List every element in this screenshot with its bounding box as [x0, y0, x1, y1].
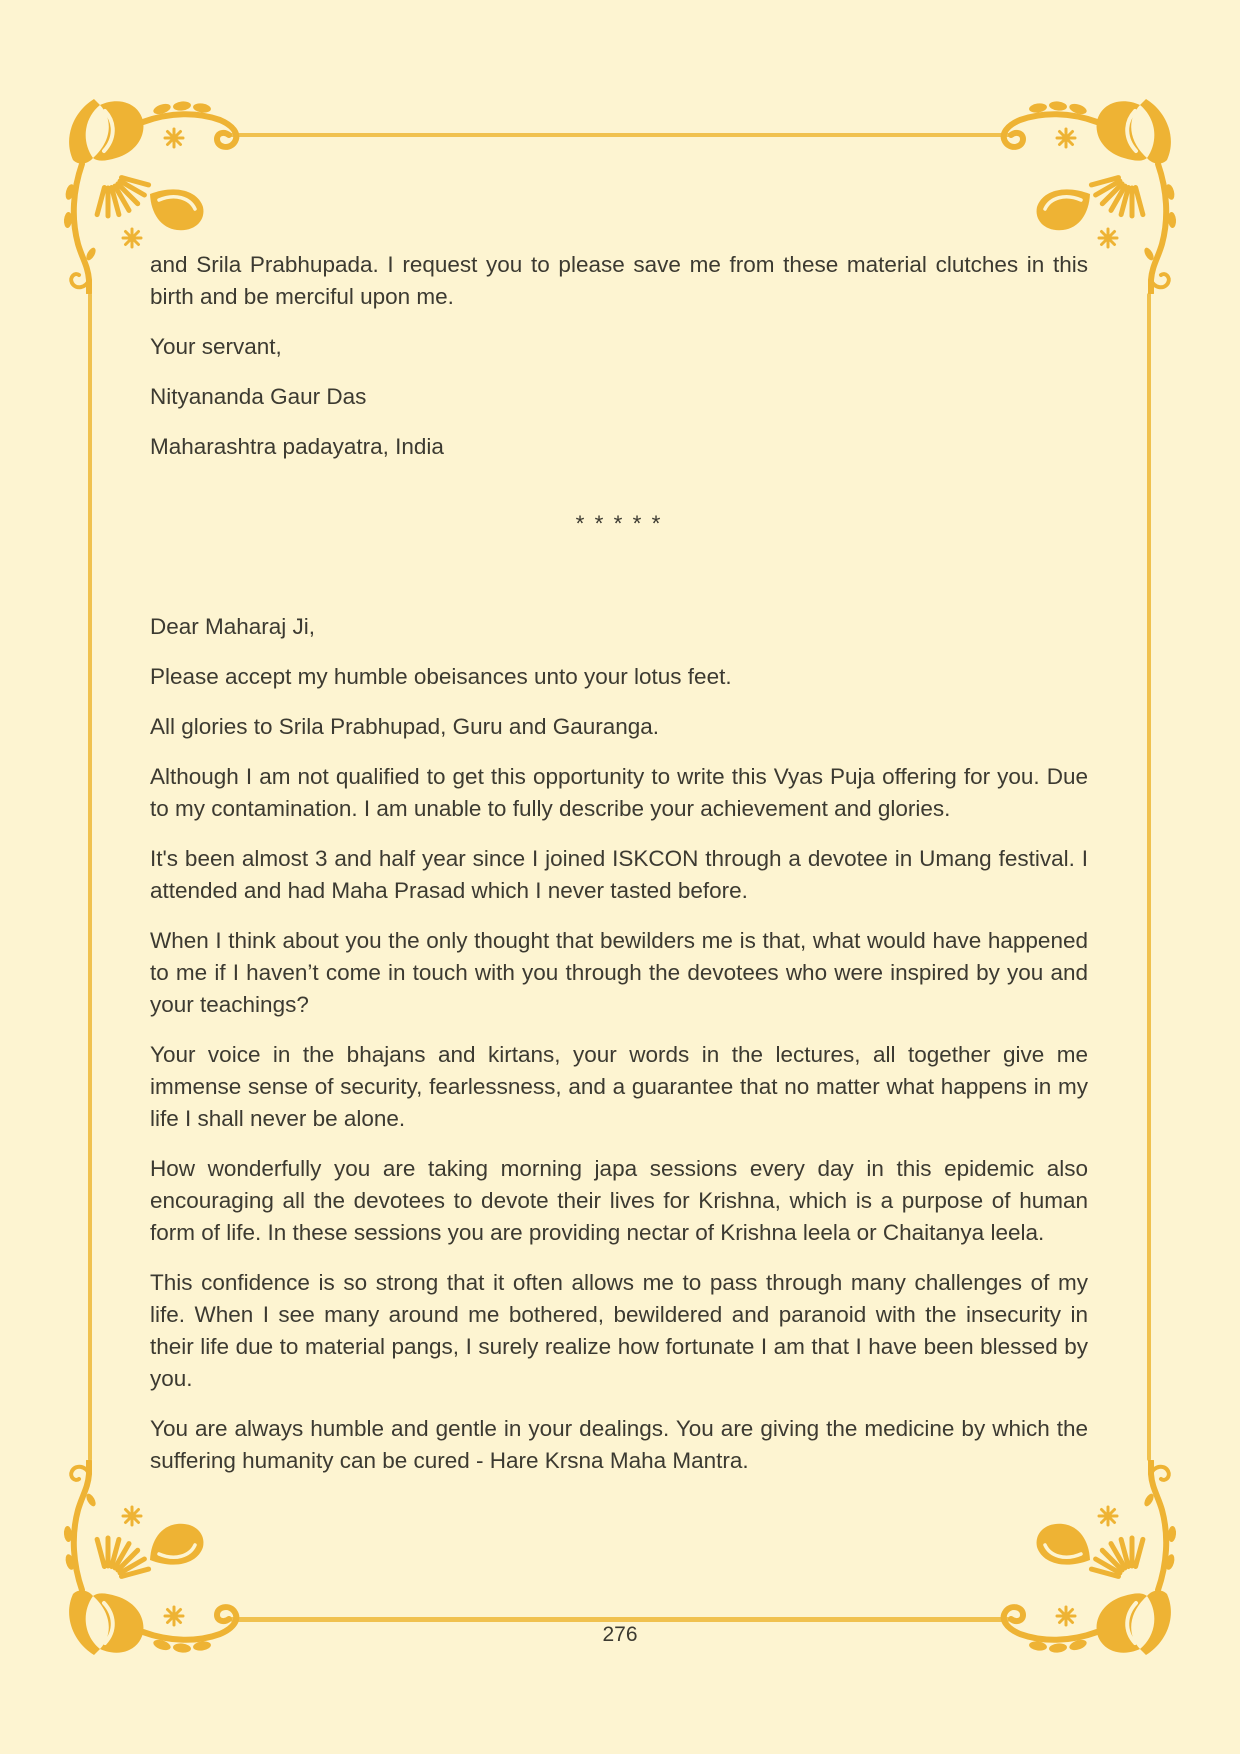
- letter-paragraph: All glories to Srila Prabhupad, Guru and Gauranga.: [150, 714, 660, 739]
- page-number: 276: [602, 1623, 638, 1646]
- letter-body: [150, 249, 1088, 1495]
- letter-paragraph: It's been almost 3 and half year since I joined ISKCON through a devotee in Umang festival. I attended and had Maha Prasad which I never tasted before.: [150, 846, 1088, 903]
- letter-paragraph: How wonderfully you are taking morning japa sessions every day in this epidemic also encouraging all the devotees to devote their lives for Krishna, which is a purpose of human form of life. In these sessions you are providing nectar of Krishna leela or Chaitanya leela.: [150, 1156, 1088, 1245]
- letter-paragraph: Although I am not qualified to get this opportunity to write this Vyas Puja offering for you. Due to my contamination. I am unable to fully describe your achievement and glories.: [150, 764, 1088, 821]
- border-line-right: [1147, 293, 1151, 1461]
- closing-salutation: Your servant,: [150, 334, 282, 359]
- signature-location: Maharashtra padayatra, India: [150, 434, 444, 459]
- salutation: Dear Maharaj Ji,: [150, 614, 316, 639]
- border-line-left: [88, 293, 92, 1461]
- letter-paragraph: This confidence is so strong that it often allows me to pass through many challenges of my life. When I see many around me bothered, bewildered and paranoid with the insecurity in their life due to material pangs, I surely realize how fortunate I am that I have been blessed by you.: [150, 1270, 1088, 1391]
- letter-paragraph: Your voice in the bhajans and kirtans, your words in the lectures, all together give me immense sense of security, fearlessness, and a guarantee that no matter what happens in my life I shall never be alone.: [150, 1042, 1088, 1131]
- letter-paragraph: When I think about you the only thought that bewilders me is that, what would have happened to me if I haven’t come in touch with you through the devotees who were inspired by you and your teachings?: [150, 928, 1088, 1017]
- letter-paragraph: Please accept my humble obeisances unto your lotus feet.: [150, 664, 732, 689]
- section-separator: * * * * *: [575, 511, 663, 536]
- signature-name: Nityananda Gaur Das: [150, 384, 367, 409]
- letter-continuation-paragraph: and Srila Prabhupada. I request you to please save me from these material clutches in this birth and be merciful upon me.: [150, 252, 1088, 309]
- border-line-top: [230, 133, 1010, 137]
- letter-paragraph: You are always humble and gentle in your dealings. You are giving the medicine by which the suffering humanity can be cured - Hare Krsna Maha Mantra.: [150, 1416, 1088, 1473]
